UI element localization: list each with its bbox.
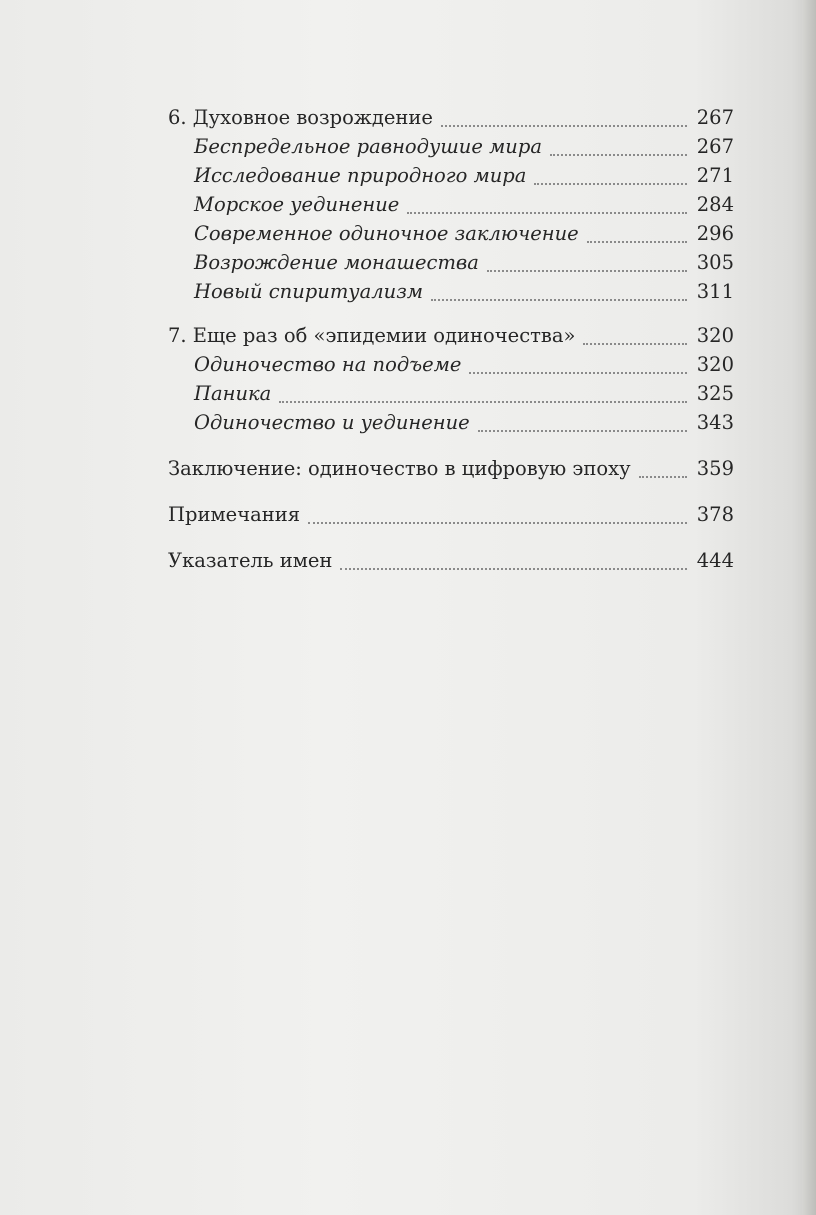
toc-entry-title: Примечания <box>168 503 301 526</box>
toc-section <box>168 277 734 306</box>
toc-page-number: 271 <box>696 164 734 187</box>
toc-entry-title: 7. Еще раз об «эпидемии одиночества» <box>168 324 576 347</box>
dot-leader <box>431 299 687 301</box>
toc-entry-title: Одиночество и уединение <box>194 411 470 434</box>
dot-leader <box>550 154 687 156</box>
toc-page-number: 320 <box>696 353 734 376</box>
toc-index <box>168 546 734 575</box>
toc-page-number: 325 <box>696 382 734 405</box>
toc-section <box>168 408 734 437</box>
toc-entry-title: Морское уединение <box>194 193 400 216</box>
toc-page-number: 343 <box>696 411 734 434</box>
toc-entry-title: 6. Духовное возрождение <box>168 106 433 129</box>
toc-entry-title: Возрождение монашества <box>194 251 479 274</box>
dot-leader <box>478 430 687 432</box>
toc-section <box>168 219 734 248</box>
toc-entry-title: Современное одиночное заключение <box>194 222 579 245</box>
toc-entry-title: Новый спиритуализм <box>194 280 424 303</box>
table-of-contents <box>168 103 734 575</box>
toc-entry-title: Указатель имен <box>168 549 333 572</box>
toc-page-number: 267 <box>696 135 734 158</box>
toc-section <box>168 190 734 219</box>
dot-leader <box>587 241 687 243</box>
toc-entry-title: Одиночество на подъеме <box>194 353 462 376</box>
toc-notes <box>168 500 734 529</box>
toc-section <box>168 161 734 190</box>
dot-leader <box>583 343 686 345</box>
dot-leader <box>639 476 687 478</box>
dot-leader <box>469 372 686 374</box>
toc-page-number: 296 <box>696 222 734 245</box>
toc-page-number: 311 <box>696 280 734 303</box>
dot-leader <box>308 522 687 524</box>
dot-leader <box>534 183 686 185</box>
toc-page-number: 284 <box>696 193 734 216</box>
toc-page-number: 320 <box>696 324 734 347</box>
toc-entry-title: Исследование природного мира <box>194 164 527 187</box>
dot-leader <box>441 125 687 127</box>
toc-page-number: 305 <box>696 251 734 274</box>
toc-section <box>168 379 734 408</box>
dot-leader <box>279 401 686 403</box>
toc-chapter-6 <box>168 103 734 132</box>
dot-leader <box>487 270 687 272</box>
toc-entry-title: Заключение: одиночество в цифровую эпоху <box>168 457 631 480</box>
page-edge <box>802 0 816 1215</box>
toc-entry-title: Паника <box>194 382 272 405</box>
toc-page-number: 267 <box>696 106 734 129</box>
toc-page-number: 378 <box>696 503 734 526</box>
toc-conclusion <box>168 454 734 483</box>
toc-entry-title: Беспредельное равнодушие мира <box>194 135 542 158</box>
toc-section <box>168 248 734 277</box>
toc-section <box>168 132 734 161</box>
toc-chapter-7 <box>168 321 734 350</box>
dot-leader <box>407 212 686 214</box>
toc-page-number: 444 <box>696 549 734 572</box>
toc-page-number: 359 <box>696 457 734 480</box>
dot-leader <box>340 568 686 570</box>
toc-section <box>168 350 734 379</box>
